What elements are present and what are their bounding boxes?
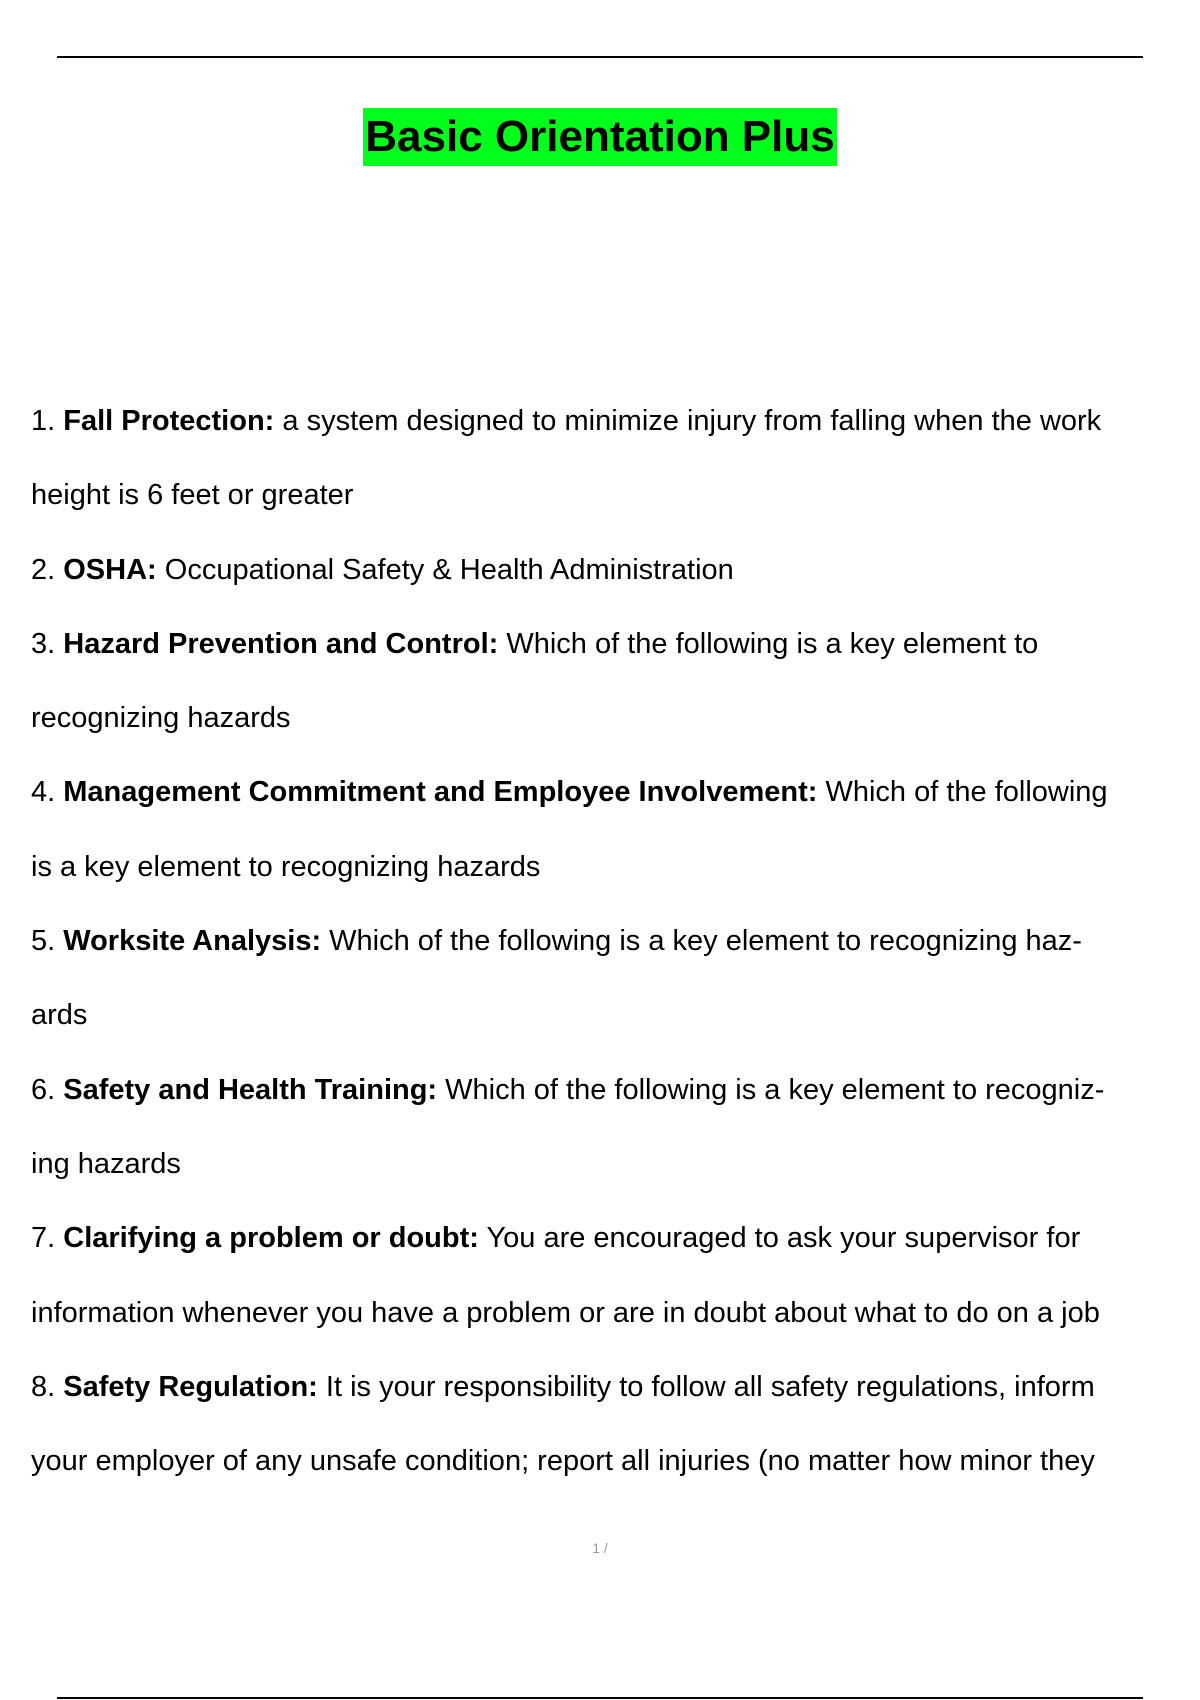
entry-number: 2. (31, 553, 56, 586)
entry-line (31, 384, 1200, 458)
entry-number: 5. (31, 925, 56, 958)
entry-definition: Which of the following is a key element to recognizing haz- (321, 925, 1082, 958)
entry-line: information whenever you have a problem or are in doubt about what to do on a job (31, 1296, 1100, 1329)
page-number: 1 / (592, 1540, 608, 1556)
entry-term: OSHA: (63, 553, 157, 586)
entry-line: ing hazards (31, 1147, 181, 1180)
entry-line (31, 533, 1200, 607)
entry-line (31, 755, 1200, 829)
entry-line: your employer of any unsafe condition; report all injuries (no matter how minor they (31, 1445, 1095, 1478)
entry-definition: Which of the following is a key element to (498, 627, 1039, 660)
entry-number: 4. (31, 776, 56, 809)
entry-line: height is 6 feet or greater (31, 479, 354, 512)
entry-definition: It is your responsibility to follow all safety regulations, inform (317, 1370, 1095, 1403)
entry-term: Worksite Analysis: (63, 925, 322, 958)
entry-number: 3. (31, 627, 56, 660)
entry-definition: Which of the following is a key element to recogniz- (437, 1073, 1105, 1106)
entry-line (31, 904, 1200, 978)
list-item (31, 1201, 1200, 1350)
entry-number: 8. (31, 1370, 56, 1403)
list-item (31, 533, 1200, 607)
list-item (31, 384, 1200, 533)
entry-line (31, 607, 1200, 681)
list-item (31, 904, 1200, 1053)
flashcard-list (31, 384, 1200, 1494)
list-item (31, 1350, 1200, 1494)
entry-line: is a key element to recognizing hazards (31, 850, 541, 883)
entry-line (31, 1201, 1200, 1275)
entry-term: Fall Protection: (63, 405, 275, 437)
entry-term: Safety Regulation: (63, 1370, 318, 1403)
entry-line: ards (31, 999, 88, 1032)
list-item (31, 607, 1200, 756)
entry-number: 6. (31, 1073, 56, 1106)
list-item (31, 755, 1200, 904)
page-title: Basic Orientation Plus (363, 108, 836, 166)
entry-definition: Occupational Safety & Health Administration (156, 553, 734, 586)
title-container (0, 108, 1200, 166)
entry-line (31, 1053, 1200, 1127)
entry-line: recognizing hazards (31, 702, 291, 735)
entry-definition: a system designed to minimize injury from falling when the work (274, 405, 1102, 437)
entry-number: 1. (31, 405, 56, 437)
entry-term: Management Commitment and Employee Involvement: (63, 776, 818, 809)
entry-line (31, 1350, 1200, 1424)
bottom-rule (57, 1697, 1143, 1699)
entry-term: Clarifying a problem or doubt: (63, 1222, 479, 1255)
list-item (31, 1053, 1200, 1202)
entry-definition: You are encouraged to ask your supervisor for (478, 1222, 1081, 1255)
entry-definition: Which of the following (817, 776, 1108, 809)
entry-number: 7. (31, 1222, 56, 1255)
top-rule (57, 56, 1143, 58)
entry-term: Safety and Health Training: (63, 1073, 438, 1106)
entry-term: Hazard Prevention and Control: (63, 627, 499, 660)
